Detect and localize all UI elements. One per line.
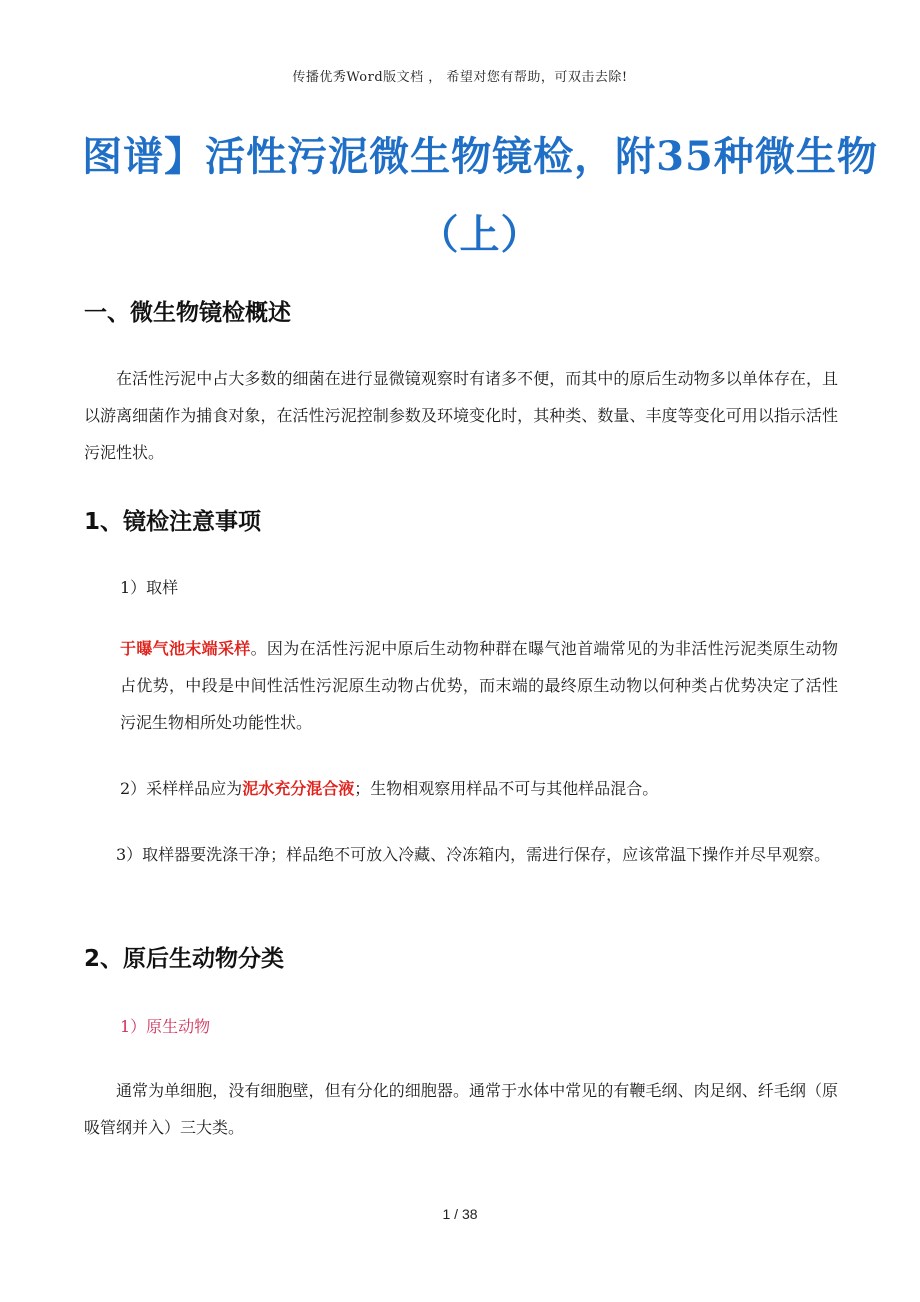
sample-mix-highlight: 泥水充分混合液 (242, 779, 355, 798)
section-heading-notes: 1、镜检注意事项 (84, 509, 262, 535)
section-heading-classification: 2、原后生动物分类 (84, 946, 285, 972)
protozoa-label: 1）原生动物 (120, 1017, 211, 1036)
sample-mix-paragraph (120, 770, 838, 807)
sampling-paragraph (120, 630, 838, 741)
document-title: 图谱】活性污泥微生物镜检，附35种微生物（上） (82, 133, 878, 258)
protozoa-paragraph: 通常为单细胞，没有细胞壁，但有分化的细胞器。通常于水体中常见的有鞭毛纲、肉足纲、纤毛纲（原吸管纲并入）三大类。 (84, 1081, 838, 1137)
overview-paragraph: 在活性污泥中占大多数的细菌在进行显微镜观察时有诸多不便，而其中的原后生动物多以单体存在，且以游离细菌作为捕食对象，在活性污泥控制参数及环境变化时，其种类、数量、丰度等变化可用以指示活性污泥性状。 (84, 369, 838, 462)
sample-mix-suffix: ；生物相观察用样品不可与其他样品混合。 (354, 779, 659, 798)
sample-mix-prefix: 2）采样样品应为 (120, 779, 243, 798)
sampling-label: 1）取样 (120, 578, 179, 597)
header-note: 传播优秀Word版文档 ， 希望对您有帮助，可双击去除! (292, 70, 628, 85)
sampling-highlight: 于曝气池末端采样 (120, 639, 251, 658)
sampling-text: 。因为在活性污泥中原后生动物种群在曝气池首端常见的为非活性污泥类原生动物占优势，中段是中间性活性污泥原生动物占优势，而末端的最终原生动物以何种类占优势决定了活性污泥生物相所处功能性状。 (120, 639, 838, 732)
page-number: 1 / 38 (442, 1206, 478, 1222)
sampler-cleaning-paragraph: 3）取样器要洗涤干净；样品绝不可放入冷藏、冷冻箱内，需进行保存，应该常温下操作并尽早观察。 (116, 845, 831, 864)
section-heading-overview: 一、微生物镜检概述 (84, 300, 291, 326)
